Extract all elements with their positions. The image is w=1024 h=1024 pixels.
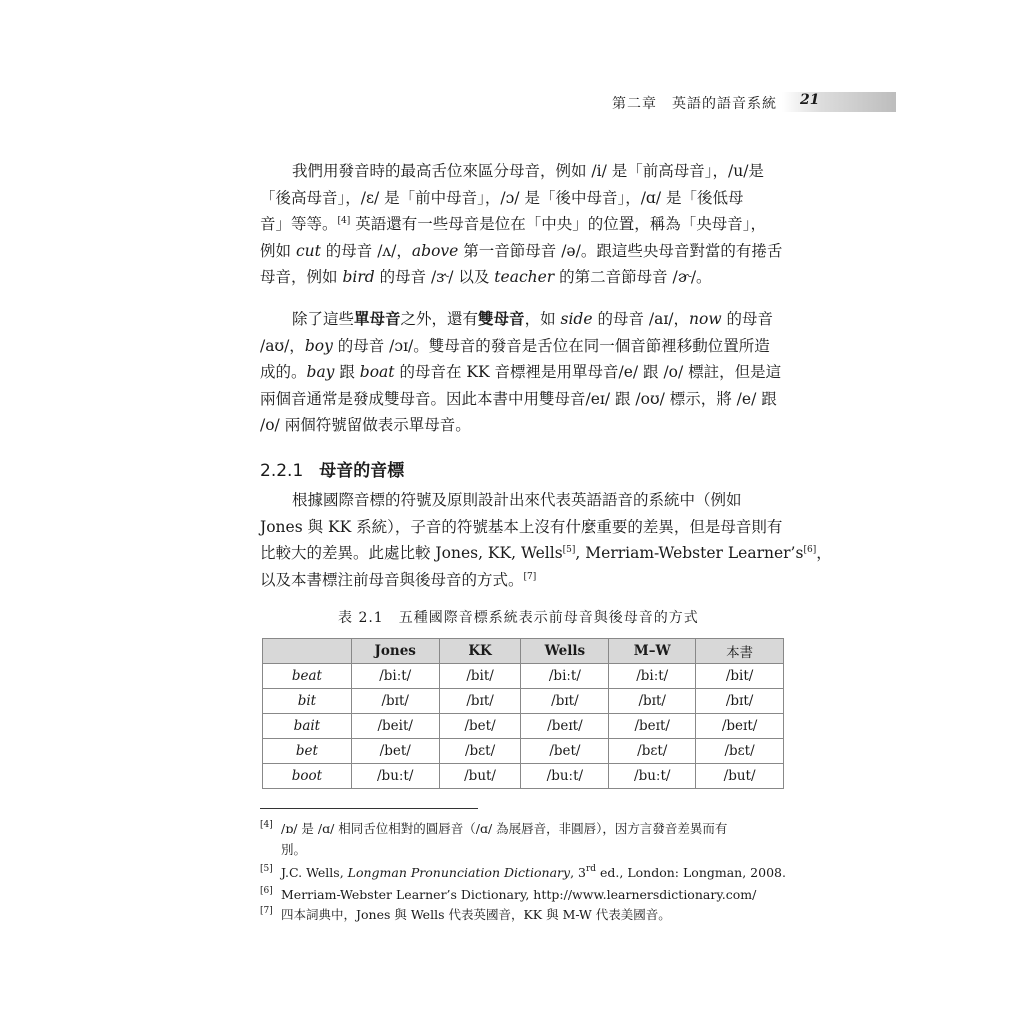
p2-text: 之外，還有 — [400, 310, 479, 328]
footnote-5 — [260, 862, 790, 883]
p3-line-4 — [260, 567, 786, 594]
table-cell-word: beat — [263, 664, 352, 689]
example-word-bay: bay — [306, 363, 335, 381]
table-cell-word: bit — [263, 689, 352, 714]
example-word-now: now — [689, 310, 722, 328]
running-title: 第二章 英語的語音系統 — [612, 96, 777, 112]
table-cell: /bɪt/ — [351, 689, 439, 714]
p1-text: 的第二音節母音 /ɚ/。 — [554, 268, 712, 286]
table-row — [263, 739, 784, 764]
paragraph-2 — [260, 306, 786, 439]
term-monophthong: 單母音 — [354, 309, 401, 328]
footnote-mark: [4] — [260, 820, 273, 830]
table-cell: /buːt/ — [351, 764, 439, 789]
p2-line-1 — [260, 306, 786, 333]
table-cell: /beɪt/ — [609, 714, 696, 739]
p1-text: 例如 — [260, 241, 296, 260]
section-number: 2.2.1 — [260, 461, 304, 481]
p3-line-2: Jones 與 KK 系統），子音的符號基本上沒有什麼重要的差異，但是母音則有 — [260, 517, 783, 536]
footnote-text: 別。 — [281, 842, 307, 857]
phonetic-comparison-table — [262, 638, 784, 789]
citation-title: Longman Pronunciation Dictionary — [347, 865, 571, 880]
table-row — [263, 664, 784, 689]
footnote-ref-6: [6] — [803, 545, 817, 555]
running-header — [612, 92, 896, 112]
p2-text: 的母音 — [721, 310, 774, 328]
table-cell-word: bait — [263, 714, 352, 739]
p3-text: , Merriam-Webster Learner’s — [575, 544, 804, 562]
table-cell: /biːt/ — [521, 664, 609, 689]
p2-text: 的母音在 KK 音標裡是用單母音/e/ 跟 /o/ 標註，但是這 — [394, 363, 782, 381]
footnote-mark: [6] — [260, 886, 273, 896]
p1-text: 音」等等。 — [260, 215, 338, 233]
p2-text: 跟 — [334, 363, 360, 381]
table-cell: /bit/ — [439, 664, 521, 689]
footnote-text: Merriam-Webster Learner’s Dictionary, http://www.learnersdictionary.com/ — [281, 887, 757, 902]
example-word-above: above — [411, 241, 459, 260]
p3-text: 比較大的差異。此處比較 Jones, KK, Wells — [260, 544, 563, 562]
section-title: 母音的音標 — [319, 461, 405, 481]
table-cell: /bɪt/ — [439, 689, 521, 714]
table-cell-word: boot — [263, 764, 352, 789]
p1-text: 第一音節母音 /ə/。跟這些央母音對當的有捲舌 — [458, 241, 783, 260]
p3-text: 以及本書標注前母音與後母音的方式。 — [260, 570, 524, 589]
footnote-ref-7: [7] — [523, 571, 537, 582]
table-cell: /but/ — [439, 764, 521, 789]
footnote-text: 四本詞典中，Jones 與 Wells 代表英國音，KK 與 M-W 代表美國音。 — [281, 907, 671, 922]
table-cell: /biːt/ — [609, 664, 696, 689]
table-header-cell — [263, 639, 352, 664]
table-cell: /bɛt/ — [609, 739, 696, 764]
table-cell: /bet/ — [521, 739, 609, 764]
p1-line-4 — [260, 238, 786, 265]
table-row — [263, 714, 784, 739]
example-word-side: side — [560, 310, 593, 328]
paragraph-3 — [260, 487, 832, 593]
table-header-cell: M–W — [609, 639, 696, 664]
table-header-cell: Wells — [521, 639, 609, 664]
p1-text: 母音，例如 — [260, 268, 343, 286]
citation-text: , 3 — [570, 865, 586, 880]
p2-text: 的母音 /ɔɪ/。雙母音的發音是舌位在同一個音節裡移動位置所造 — [332, 336, 770, 355]
footnote-mark: [5] — [260, 864, 273, 874]
footnote-mark: [7] — [260, 906, 273, 916]
table-cell: /bɪt/ — [696, 689, 784, 714]
example-word-bird: bird — [342, 268, 375, 286]
p2-line-3 — [260, 359, 786, 386]
table-cell: /bɪt/ — [609, 689, 696, 714]
table-cell-word: bet — [263, 739, 352, 764]
p1-line-1: 我們用發音時的最高舌位來區分母音，例如 /i/ 是「前高母音」，/u/是 — [292, 162, 764, 180]
p1-text: 的母音 /ʌ/， — [320, 241, 412, 260]
p1-line-5 — [260, 264, 786, 291]
footnote-6 — [260, 884, 790, 905]
table-cell: /biːt/ — [351, 664, 439, 689]
footnote-divider — [260, 808, 478, 809]
p2-line-4: 兩個音通常是發成雙母音。因此本書中用雙母音/eɪ/ 跟 /oʊ/ 標示，將 /e/ 跟 — [260, 389, 777, 408]
p2-line-2 — [260, 333, 786, 360]
p1-text: 英語還有一些母音是位在「中央」的位置，稱為「央母音」， — [350, 215, 766, 233]
table-cell: /bɛt/ — [696, 739, 784, 764]
example-word-boy: boy — [304, 336, 333, 355]
example-word-teacher: teacher — [494, 268, 555, 286]
p3-line-1: 根據國際音標的符號及原則設計出來代表英語語音的系統中（例如 — [292, 491, 742, 509]
table-header-cell: 本書 — [696, 639, 784, 664]
p1-line-3 — [260, 211, 786, 238]
footnote-ref-4: [4] — [337, 216, 351, 226]
p1-line-2: 「後高母音」，/ɛ/ 是「前中母音」，/ɔ/ 是「後中母音」，/ɑ/ 是「後低母 — [260, 188, 744, 207]
table-cell: /bet/ — [439, 714, 521, 739]
section-heading — [260, 456, 404, 481]
paragraph-1 — [260, 158, 786, 291]
table-cell: /buːt/ — [609, 764, 696, 789]
table-header-cell: Jones — [351, 639, 439, 664]
p3-line-3 — [260, 540, 832, 567]
p2-text: 的母音 /aɪ/， — [592, 310, 690, 328]
example-word-cut: cut — [295, 241, 321, 260]
citation-ordinal: rd — [585, 864, 597, 874]
term-diphthong: 雙母音 — [478, 309, 525, 328]
footnote-7 — [260, 904, 790, 925]
p2-text: /aʊ/， — [260, 336, 305, 355]
table-row — [263, 764, 784, 789]
table-header-row — [263, 639, 784, 664]
table-cell: /beit/ — [351, 714, 439, 739]
example-word-boat: boat — [359, 363, 395, 381]
p2-text: 成的。 — [260, 363, 307, 381]
table-cell: /bet/ — [351, 739, 439, 764]
citation-text: ed., London: Longman, 2008. — [596, 865, 786, 880]
table-cell: /bɛt/ — [439, 739, 521, 764]
p2-text: ，如 — [524, 310, 561, 328]
p1-text: 的母音 /ɝ/ 以及 — [374, 268, 495, 286]
table-row — [263, 689, 784, 714]
p2-line-5: /o/ 兩個符號留做表示單母音。 — [260, 416, 471, 434]
footnote-text: /ɒ/ 是 /ɑ/ 相同舌位相對的圓唇音（/ɑ/ 為展唇音，非圓唇），因方言發音差異而有 — [281, 821, 728, 836]
table-cell: /buːt/ — [521, 764, 609, 789]
footnote-ref-5: [5] — [562, 545, 576, 555]
citation-author: J.C. Wells, — [281, 865, 348, 880]
table-cell: /beɪt/ — [696, 714, 784, 739]
table-cell: /but/ — [696, 764, 784, 789]
table-caption: 表 2.1 五種國際音標系統表示前母音與後母音的方式 — [338, 610, 699, 626]
footnote-text — [260, 862, 790, 883]
footnote-4 — [260, 818, 790, 860]
p3-text: ， — [816, 544, 832, 562]
p2-text: 除了這些 — [292, 310, 355, 328]
table-cell: /beɪt/ — [521, 714, 609, 739]
page-number: 21 — [800, 92, 820, 108]
table-header-cell: KK — [439, 639, 521, 664]
table-cell: /bɪt/ — [521, 689, 609, 714]
table-cell: /bit/ — [696, 664, 784, 689]
